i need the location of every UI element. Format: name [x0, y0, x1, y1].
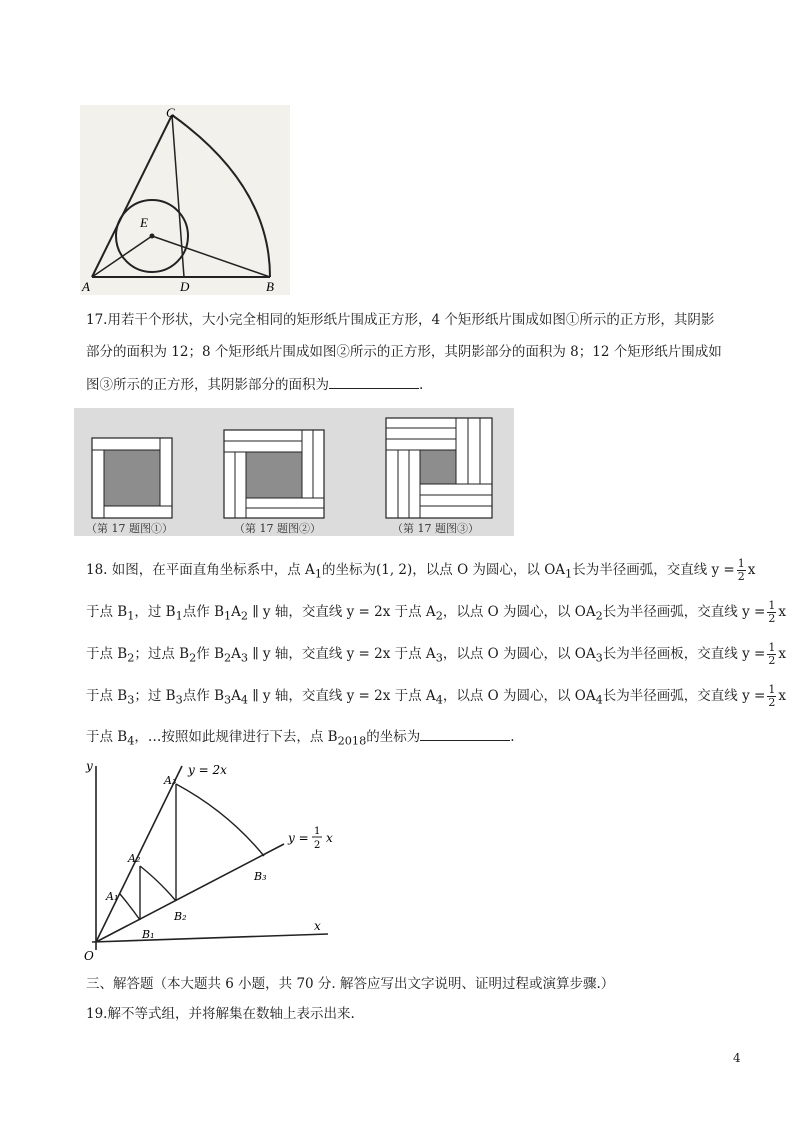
- q18-line4: [86, 684, 786, 711]
- q17-line3: [86, 374, 423, 395]
- q18-l3g: 长为半径画板，交直线 y =: [602, 646, 766, 662]
- frac-den: 2: [737, 570, 745, 583]
- q18-l5d: .: [510, 729, 515, 745]
- label-d: D: [180, 279, 190, 294]
- q19-text: 19.解不等式组，并将解集在数轴上表示出来.: [86, 1006, 355, 1022]
- q17-figures: [74, 408, 514, 536]
- q18-line1: [86, 558, 755, 585]
- label-a1: A₁: [106, 890, 119, 903]
- label-e: E: [140, 215, 148, 230]
- q18-l2s1: 1: [127, 609, 135, 623]
- label-c: C: [166, 105, 175, 120]
- q18-s1: 1: [314, 567, 322, 581]
- q18-l2s4: 2: [240, 609, 249, 623]
- q18-l4g: 长为半径画弧，交直线 y =: [602, 688, 766, 704]
- q18-l3s3: 2: [224, 651, 232, 665]
- q18-l3e: ∥ y 轴，交直线 y = 2x 于点 A: [248, 646, 436, 662]
- q17-figure-1: [92, 438, 172, 518]
- q18-l2e: ∥ y 轴，交直线 y = 2x 于点 A: [248, 604, 436, 620]
- label-b3: B₃: [254, 870, 267, 883]
- q18-frac-3: [767, 642, 776, 667]
- triangle-circle-figure: [80, 105, 290, 295]
- label-y-half-den: 2: [314, 840, 321, 851]
- q18-l5b: ，…按照如此规律进行下去，点 B: [134, 729, 338, 745]
- frac-num: 1: [737, 557, 745, 570]
- q18-frac-1: [737, 558, 746, 583]
- q18-t2: 的坐标为(1, 2)，以点 O 为圆心，以 OA: [321, 562, 566, 578]
- q17-caption-3: （第 17 题图③）: [392, 522, 479, 535]
- q18-l2s2: 1: [175, 609, 183, 623]
- q18-l5s1: 4: [127, 734, 135, 748]
- frac-num: 1: [768, 683, 776, 696]
- q18-l4f: ，以点 O 为圆心，以 OA: [442, 688, 596, 704]
- q18-l2s3: 1: [224, 609, 232, 623]
- q18-x2: x: [778, 604, 786, 620]
- frac-den: 2: [768, 612, 776, 625]
- label-a2: A₂: [128, 852, 141, 865]
- frac-num: 1: [768, 599, 776, 612]
- label-a3: A₃: [164, 774, 177, 787]
- q18-l3a: 于点 B: [86, 646, 128, 662]
- label-o: O: [84, 949, 94, 963]
- label-b2: B₂: [174, 910, 187, 923]
- q18-coordinate-figure: [78, 756, 368, 966]
- q18-l2c: 点作 B: [182, 604, 224, 620]
- frac-den: 2: [768, 654, 776, 667]
- q17-line1: 17.用若干个形状，大小完全相同的矩形纸片围成正方形，4 个矩形纸片围成如图①所示的正方形，其阴影: [86, 312, 715, 328]
- q18-frac-2: [767, 600, 776, 625]
- arc-1: [120, 894, 140, 920]
- label-y-half-num: 1: [314, 826, 321, 837]
- q18-line3: [86, 642, 786, 669]
- q18-l3s4: 3: [240, 651, 249, 665]
- q18-l2f: ，以点 O 为圆心，以 OA: [442, 604, 596, 620]
- label-a: A: [82, 279, 90, 294]
- x-axis: [92, 934, 328, 942]
- label-y-half-x: x: [326, 831, 333, 845]
- q18-l5c: 的坐标为: [366, 729, 421, 745]
- q17-line3-text: 图③所示的正方形，其阴影部分的面积为: [86, 377, 329, 393]
- q18-l4e: ∥ y 轴，交直线 y = 2x 于点 A: [248, 688, 436, 704]
- q18-answer-blank[interactable]: [420, 726, 510, 741]
- line-y-half-x: [96, 844, 284, 942]
- q18-l3s5: 3: [435, 651, 443, 665]
- q18-l2s5: 2: [435, 609, 443, 623]
- q18-l3s1: 2: [127, 651, 135, 665]
- label-x: x: [314, 919, 321, 933]
- q18-l4s1: 3: [127, 693, 135, 707]
- frac-num: 1: [768, 641, 776, 654]
- q18-line5: [86, 726, 515, 752]
- q17-figure-3: [386, 418, 492, 518]
- q18-x4: x: [778, 688, 786, 704]
- q18-s1b: 1: [565, 567, 573, 581]
- q18-l2d: A: [231, 604, 241, 620]
- q18-l4s5: 4: [435, 693, 443, 707]
- q18-l3d: A: [231, 646, 241, 662]
- q18-l2s6: 2: [595, 609, 603, 623]
- q18-l4s3: 3: [224, 693, 232, 707]
- q17-answer-blank[interactable]: [329, 374, 419, 389]
- q17-line2: 部分的面积为 12；8 个矩形纸片围成如图②所示的正方形，其阴影部分的面积为 8；12 个矩形纸片围成如: [86, 344, 722, 360]
- q18-l2g: 长为半径画弧，交直线 y =: [602, 604, 766, 620]
- q18-l4s2: 3: [175, 693, 183, 707]
- q18-t3: 长为半径画弧，交直线 y =: [572, 562, 735, 578]
- q18-l4b: ；过 B: [134, 688, 176, 704]
- q18-l5a: 于点 B: [86, 729, 128, 745]
- label-y-half-lhs: y =: [288, 831, 309, 845]
- q18-l3c: 作 B: [196, 646, 224, 662]
- q17-line3-end: .: [419, 377, 424, 393]
- q17-caption-1: （第 17 题图①）: [86, 522, 173, 535]
- arc-3: [176, 784, 264, 856]
- label-y: y: [86, 759, 93, 773]
- page-number: 4: [733, 1051, 741, 1065]
- q18-l3f: ，以点 O 为圆心，以 OA: [442, 646, 596, 662]
- q18-l2a: 于点 B: [86, 604, 128, 620]
- q17-figure-2: [224, 430, 324, 518]
- label-y-2x: y = 2x: [188, 763, 227, 777]
- label-b: B: [266, 279, 274, 294]
- q18-l3b: ；过点 B: [134, 646, 190, 662]
- q17-caption-2: （第 17 题图②）: [234, 522, 321, 535]
- q18-x1: x: [747, 562, 756, 578]
- q18-l4s4: 4: [240, 693, 249, 707]
- q18-l4s6: 4: [595, 693, 603, 707]
- q18-x3: x: [778, 646, 786, 662]
- q18-l4d: A: [231, 688, 241, 704]
- q18-l3s6: 3: [595, 651, 603, 665]
- center-point: [150, 234, 155, 239]
- q18-t1: 18. 如图，在平面直角坐标系中，点 A: [86, 562, 315, 578]
- q18-line2: [86, 600, 786, 627]
- q18-l4a: 于点 B: [86, 688, 128, 704]
- q18-l4c: 点作 B: [182, 688, 224, 704]
- q18-l2b: ，过 B: [134, 604, 176, 620]
- frac-den: 2: [768, 696, 776, 709]
- q18-frac-4: [767, 684, 776, 709]
- label-b1: B₁: [142, 928, 155, 941]
- q18-l5s2: 2018: [337, 734, 367, 748]
- q18-l3s2: 2: [189, 651, 197, 665]
- arc-2: [140, 866, 176, 901]
- section-heading: 三、解答题（本大题共 6 小题，共 70 分. 解答应写出文字说明、证明过程或演算步骤.）: [86, 976, 615, 992]
